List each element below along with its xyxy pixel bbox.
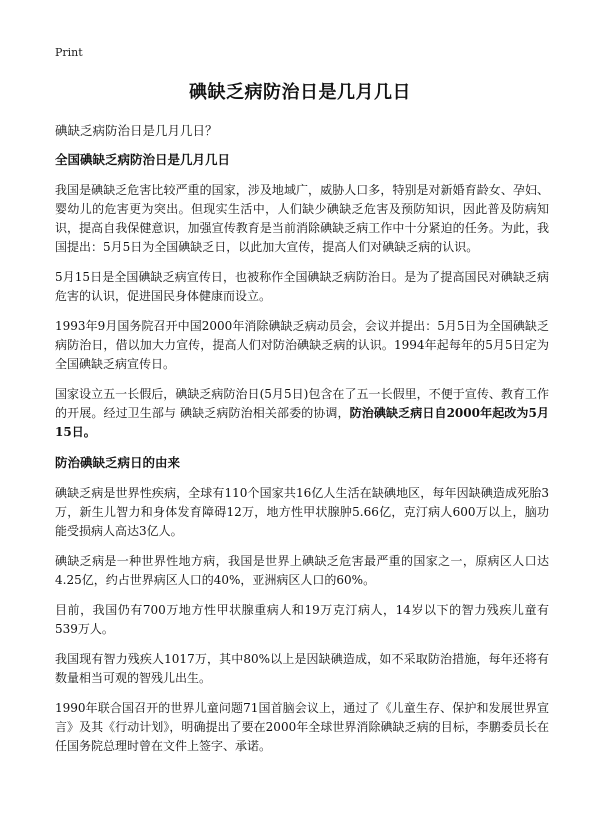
paragraph-4-text: 国家设立五一长假后，碘缺乏病防治日(5月5日)包含在了五一长假里，不便于宣传、教育工作的开展。经过卫生部与 碘缺乏病防治相关部委的协调，	[55, 387, 549, 420]
article-body	[55, 150, 549, 767]
section-heading-origin: 防治碘缺乏病日的由来	[55, 455, 181, 470]
paragraph-6: 碘缺乏病是一种世界性地方病，我国是世界上碘缺乏危害最严重的国家之一，原病区人口达4.25亿，约占世界病区人口的40%，亚洲病区人口的60%。	[55, 554, 549, 587]
paragraph-4	[55, 385, 549, 442]
question-line: 碘缺乏病防治日是几月几日？	[55, 123, 218, 138]
paragraph-9: 1990年联合国召开的世界儿童问题71国首脑会议上，通过了《儿童生存、保护和发展世界宣言》及其《行动计划》，明确提出了要在2000年全球世界消除碘缺乏病的目标，李鹏委员长在任国务院总理时曾在文件上签字、承诺。	[55, 701, 549, 753]
page-title: 碘缺乏病防治日是几月几日	[189, 82, 411, 103]
paragraph-5: 碘缺乏病是世界性疾病，全球有110个国家共16亿人生活在缺碘地区，每年因缺碘造成死胎3万，新生儿智力和身体发育障碍12万，地方性甲状腺肿5.66亿，克汀病人600万以上，脑功能受损病人高达3亿人。	[55, 486, 549, 538]
paragraph-7: 目前，我国仍有700万地方性甲状腺重病人和19万克汀病人，14岁以下的智力残疾儿童有539万人。	[55, 603, 549, 636]
paragraph-4-bold-text: 防治碘缺乏病日自2000年起改为5月15日。	[55, 406, 549, 439]
paragraph-8: 我国现有智力残疾人1017万，其中80%以上是因缺碘造成，如不采取防治措施，每年还将有数量相当可观的智残儿出生。	[55, 652, 549, 685]
print-label[interactable]: Print	[55, 46, 83, 59]
paragraph-2: 5月15日是全国碘缺乏病宣传日，也被称作全国碘缺乏病防治日。是为了提高国民对碘缺乏病危害的认识，促进国民身体健康而设立。	[55, 270, 549, 303]
section-heading-date: 全国碘缺乏病防治日是几月几日	[55, 152, 231, 167]
paragraph-3: 1993年9月国务院召开中国2000年消除碘缺乏病动员会，会议并提出：5月5日为全国碘缺乏病防治日，借以加大力宣传，提高人们对防治碘缺乏病的认识。1994年起每年的5月5日定为全国碘缺乏病宣传日。	[55, 319, 549, 371]
paragraph-1: 我国是碘缺乏危害比较严重的国家，涉及地域广，威胁人口多，特别是对新婚育龄女、孕妇、婴幼儿的危害更为突出。但现实生活中，人们缺少碘缺乏危害及预防知识，因此普及防病知识，提高自我保健意识，加强宣传教育是当前消除碘缺乏病工作中十分紧迫的任务。为此，我国提出：5月5日为全国碘缺乏日，以此加大宣传，提高人们对碘缺乏病的认识。	[55, 183, 549, 254]
